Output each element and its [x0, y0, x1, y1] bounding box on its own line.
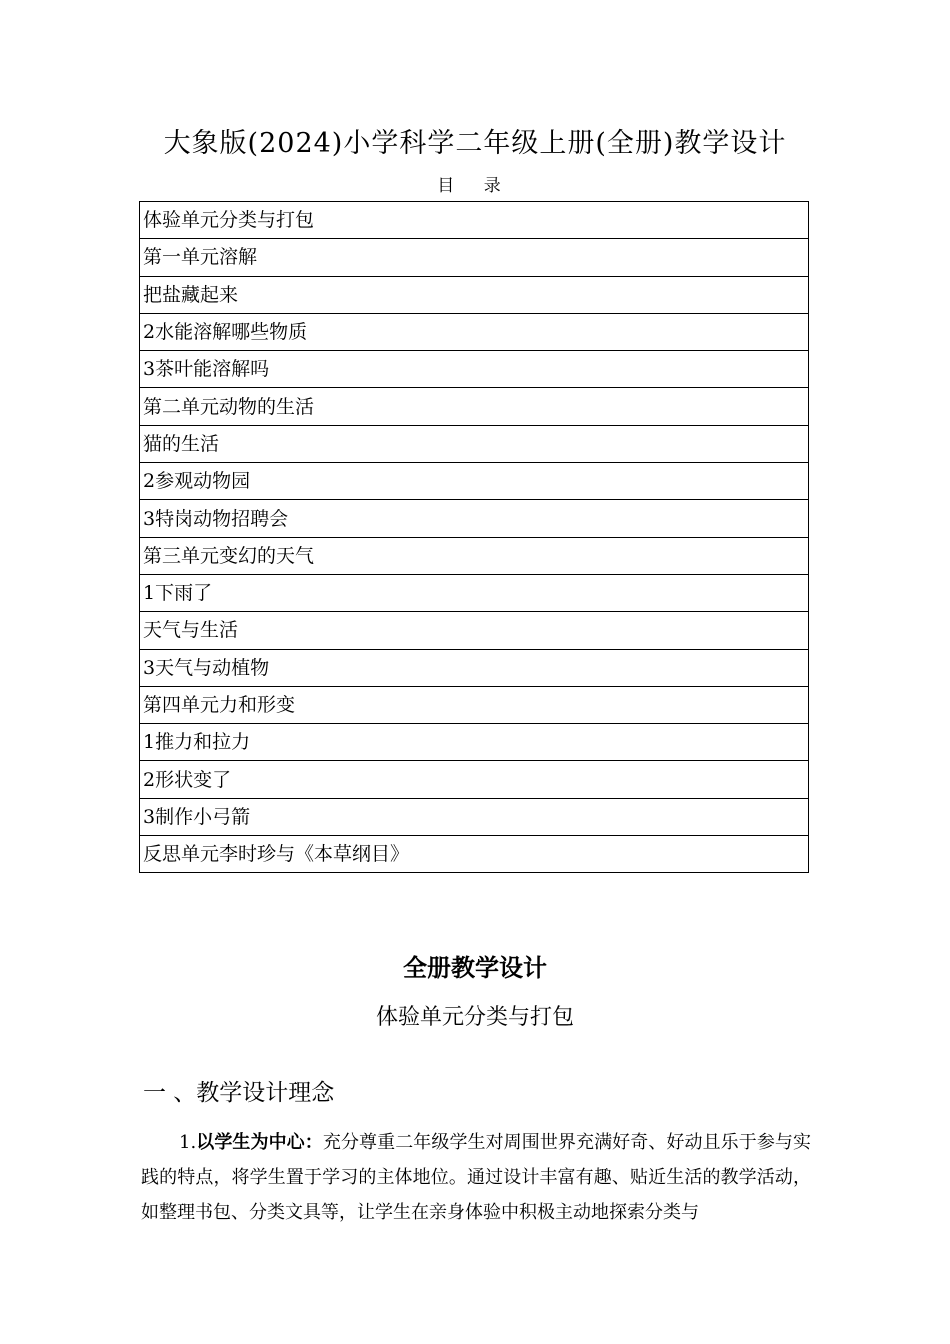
toc-row [140, 500, 809, 537]
toc-row [140, 686, 809, 723]
toc-entry: 第一单元溶解 [140, 239, 809, 276]
toc-entry: 把盐藏起来 [140, 276, 809, 313]
toc-row [140, 276, 809, 313]
toc-entry: 2参观动物园 [140, 463, 809, 500]
toc-entry: 第四单元力和形变 [140, 686, 809, 723]
toc-entry: 1推力和拉力 [140, 724, 809, 761]
paragraph-number: 1. [179, 1132, 197, 1153]
toc-row [140, 351, 809, 388]
main-heading: 全册教学设计 [403, 954, 547, 982]
toc-row [140, 761, 809, 798]
toc-row [140, 463, 809, 500]
toc-row [140, 836, 809, 873]
toc-row [140, 612, 809, 649]
toc-row [140, 425, 809, 462]
toc-row [140, 798, 809, 835]
toc-entry: 3特岗动物招聘会 [140, 500, 809, 537]
toc-entry: 3天气与动植物 [140, 649, 809, 686]
toc-entry: 1下雨了 [140, 574, 809, 611]
toc-row [140, 649, 809, 686]
paragraph-lead: 以学生为中心： [196, 1132, 323, 1153]
toc-row [140, 202, 809, 239]
toc-row [140, 313, 809, 350]
toc-table [139, 201, 809, 873]
paragraph-text: 充分尊重二年级学生对周围世界充满好奇、好动且乐于参与实践的特点，将学生置于学习的主体地位。通过设计丰富有趣、贴近生活的教学活动，如整理书包、分类文具等，让学生在亲身体验中积极主动地探索分类与 [141, 1132, 812, 1223]
toc-entry: 2水能溶解哪些物质 [140, 313, 809, 350]
toc-entry: 猫的生活 [140, 425, 809, 462]
toc-entry: 天气与生活 [140, 612, 809, 649]
toc-entry: 3茶叶能溶解吗 [140, 351, 809, 388]
toc-entry: 第三单元变幻的天气 [140, 537, 809, 574]
toc-row [140, 537, 809, 574]
toc-row [140, 239, 809, 276]
toc-row [140, 724, 809, 761]
body-paragraph [141, 1125, 811, 1230]
toc-heading: 目 录 [437, 176, 513, 196]
toc-entry: 反思单元李时珍与《本草纲目》 [140, 836, 809, 873]
unit-subtitle: 体验单元分类与打包 [375, 1005, 574, 1030]
toc-entry: 2形状变了 [140, 761, 809, 798]
toc-entry: 3制作小弓箭 [140, 798, 809, 835]
document-title: 大象版(2024)小学科学二年级上册(全册)教学设计 [163, 128, 787, 159]
toc-row [140, 574, 809, 611]
toc-entry: 体验单元分类与打包 [140, 202, 809, 239]
section-heading: 一 、教学设计理念 [143, 1080, 335, 1106]
toc-entry: 第二单元动物的生活 [140, 388, 809, 425]
toc-row [140, 388, 809, 425]
